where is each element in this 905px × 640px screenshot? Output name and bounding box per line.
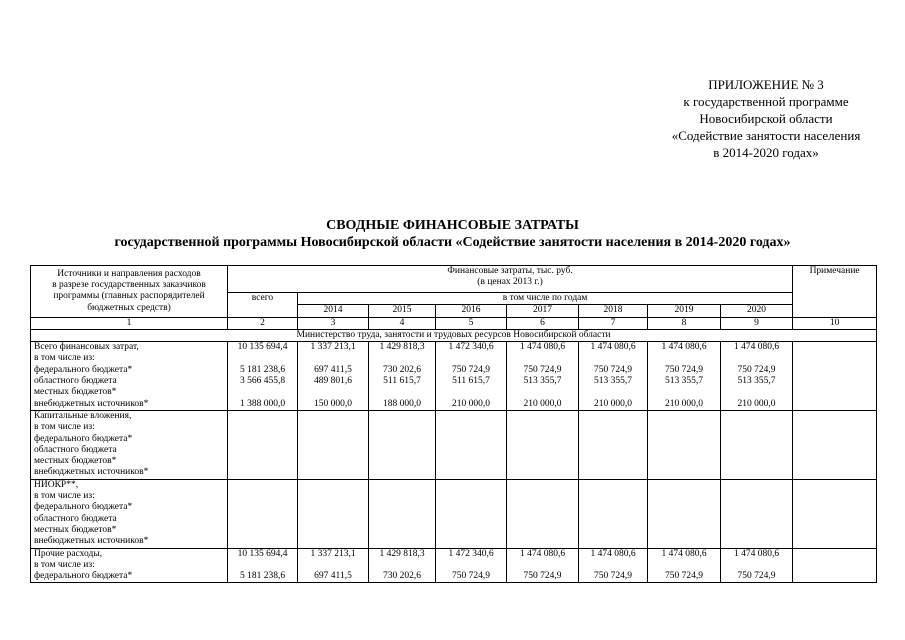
value-cell xyxy=(298,479,369,548)
cell-value: 750 724,9 xyxy=(737,364,776,375)
value-cell xyxy=(507,548,579,583)
cell-value: 1 474 080,6 xyxy=(590,342,636,353)
value-cell xyxy=(369,410,436,479)
row-labels xyxy=(31,342,228,411)
cell-value: 750 724,9 xyxy=(523,364,562,375)
cell-value xyxy=(580,353,646,364)
cell-value: 730 202,6 xyxy=(383,364,421,375)
cell-value: 697 411,5 xyxy=(314,364,352,375)
header-sources xyxy=(31,266,228,318)
row-label: внебюджетных источников* xyxy=(34,467,149,478)
column-number: 7 xyxy=(579,317,648,329)
row-label: внебюджетных источников* xyxy=(34,536,149,547)
cell-value: 1 429 818,3 xyxy=(379,548,425,559)
row-label: в том числе из: xyxy=(34,491,95,502)
value-cell xyxy=(298,410,369,479)
value-cell xyxy=(721,548,793,583)
value-cell xyxy=(579,479,648,548)
row-label: в том числе из: xyxy=(34,422,95,433)
value-cell xyxy=(298,342,369,411)
cell-value: 210 000,0 xyxy=(737,398,776,409)
value-cell xyxy=(721,479,793,548)
column-number: 8 xyxy=(648,317,721,329)
document-title: СВОДНЫЕ ФИНАНСОВЫЕ ЗАТРАТЫ xyxy=(326,218,579,233)
table-body xyxy=(31,266,877,583)
header-year: 2019 xyxy=(648,305,721,317)
cell-value: 750 724,9 xyxy=(594,364,632,375)
table-row xyxy=(31,410,877,479)
row-label: НИОКР**, xyxy=(34,479,79,490)
cell-value xyxy=(508,387,577,398)
row-label: Всего финансовых затрат, xyxy=(34,342,139,353)
row-label: местных бюджетов* xyxy=(34,387,117,398)
value-cell xyxy=(721,342,793,411)
row-label: областного бюджета xyxy=(34,513,117,524)
cell-value xyxy=(649,560,719,571)
note-cell xyxy=(793,479,877,548)
cell-value: 750 724,9 xyxy=(665,571,703,582)
cell-value: 1 474 080,6 xyxy=(519,342,566,353)
value-cell xyxy=(579,548,648,583)
header-year: 2017 xyxy=(507,305,579,317)
header-total: всего xyxy=(228,293,298,318)
value-cell xyxy=(369,342,436,411)
row-label: областного бюджета xyxy=(34,444,117,455)
cell-value xyxy=(229,560,296,571)
cell-value: 697 411,5 xyxy=(314,571,352,582)
table-row xyxy=(31,342,877,411)
cell-value xyxy=(508,353,577,364)
cell-value: 489 801,6 xyxy=(314,376,352,387)
header-year: 2015 xyxy=(369,305,436,317)
header-sources-line: бюджетных средств) xyxy=(87,302,171,313)
header-year: 2016 xyxy=(436,305,507,317)
column-number: 9 xyxy=(721,317,793,329)
value-cell xyxy=(436,342,507,411)
note-cell xyxy=(793,410,877,479)
value-cell xyxy=(507,479,579,548)
value-cell xyxy=(507,410,579,479)
value-cell xyxy=(369,548,436,583)
cell-value xyxy=(508,560,577,571)
cell-value: 750 724,9 xyxy=(665,364,703,375)
cell-value: 1 474 080,6 xyxy=(733,342,780,353)
value-cell xyxy=(721,410,793,479)
row-label: федерального бюджета* xyxy=(34,571,133,582)
cell-value: 5 181 238,6 xyxy=(239,364,286,375)
value-cell xyxy=(648,342,721,411)
row-label: внебюджетных источников* xyxy=(34,398,149,409)
appendix-line: в 2014-2020 годах» xyxy=(713,145,819,160)
value-cell xyxy=(228,410,298,479)
cell-value: 1 474 080,6 xyxy=(661,548,707,559)
cell-value: 1 474 080,6 xyxy=(590,548,636,559)
cell-value xyxy=(229,387,296,398)
cell-value: 1 474 080,6 xyxy=(519,548,566,559)
cell-value: 1 474 080,6 xyxy=(661,342,707,353)
cell-value: 511 615,7 xyxy=(452,376,490,387)
cell-value: 210 000,0 xyxy=(594,398,632,409)
appendix-line: «Содействие занятости населения xyxy=(671,128,861,143)
row-label: в том числе из: xyxy=(34,353,95,364)
cell-value xyxy=(580,387,646,398)
header-sources-line: Источники и направления расходов xyxy=(57,268,201,279)
appendix-line: ПРИЛОЖЕНИЕ № 3 xyxy=(708,77,824,92)
cell-value: 1 337 213,1 xyxy=(310,548,356,559)
cell-value: 10 135 694,4 xyxy=(237,342,288,353)
cell-value: 513 355,7 xyxy=(523,376,562,387)
cell-value: 750 724,9 xyxy=(452,571,490,582)
column-number: 2 xyxy=(228,317,298,329)
cell-value xyxy=(437,560,505,571)
cell-value: 1 429 818,3 xyxy=(379,342,425,353)
row-label: областного бюджета xyxy=(34,376,117,387)
cell-value xyxy=(580,560,646,571)
cell-value: 750 724,9 xyxy=(594,571,632,582)
header-sources-line: программы (главных распорядителей xyxy=(53,291,205,302)
row-labels xyxy=(31,410,228,479)
cell-value xyxy=(649,353,719,364)
header-by-years: в том числе по годам xyxy=(298,293,793,305)
cell-value: 10 135 694,4 xyxy=(237,548,288,559)
value-cell xyxy=(298,548,369,583)
value-cell xyxy=(648,410,721,479)
ministry-row: Министерство труда, занятости и трудовых ресурсов Новосибирской области xyxy=(31,329,877,341)
cell-value xyxy=(370,387,434,398)
cell-value xyxy=(299,387,367,398)
row-label: Капитальные вложения, xyxy=(34,410,132,421)
cell-value: 1 337 213,1 xyxy=(310,342,356,353)
cell-value xyxy=(299,560,367,571)
column-number: 3 xyxy=(298,317,369,329)
document-subtitle: государственной программы Новосибирской области «Содействие занятости населения в 2014-2020 годах» xyxy=(114,235,791,250)
header-financial-costs xyxy=(228,266,793,293)
appendix-line: Новосибирской области xyxy=(699,111,833,126)
row-label: местных бюджетов* xyxy=(34,456,117,467)
cell-value: 150 000,0 xyxy=(314,398,352,409)
column-number: 10 xyxy=(793,317,877,329)
cell-value xyxy=(722,353,791,364)
header-note: Примечание xyxy=(793,266,877,318)
cell-value xyxy=(370,560,434,571)
financial-costs-table xyxy=(30,265,877,583)
value-cell xyxy=(579,410,648,479)
header-sources-line: в разрезе государственных заказчиков xyxy=(52,280,206,290)
value-cell xyxy=(369,479,436,548)
cell-value: 210 000,0 xyxy=(523,398,562,409)
header-prices-label: (в ценах 2013 г.) xyxy=(477,277,543,288)
value-cell xyxy=(436,410,507,479)
cell-value xyxy=(229,353,296,364)
cell-value xyxy=(722,560,791,571)
note-cell xyxy=(793,342,877,411)
row-label: федерального бюджета* xyxy=(34,502,133,513)
column-number: 1 xyxy=(31,317,228,329)
cell-value xyxy=(722,387,791,398)
appendix-block xyxy=(560,76,905,161)
cell-value: 188 000,0 xyxy=(383,398,421,409)
cell-value: 3 566 455,8 xyxy=(239,376,286,387)
column-number: 4 xyxy=(369,317,436,329)
header-year: 2014 xyxy=(298,305,369,317)
header-year: 2020 xyxy=(721,305,793,317)
cell-value: 210 000,0 xyxy=(665,398,703,409)
cell-value: 730 202,6 xyxy=(383,571,421,582)
value-cell xyxy=(436,479,507,548)
cell-value: 750 724,9 xyxy=(523,571,562,582)
value-cell xyxy=(228,548,298,583)
value-cell xyxy=(507,342,579,411)
value-cell xyxy=(228,342,298,411)
cell-value: 511 615,7 xyxy=(383,376,421,387)
column-number: 6 xyxy=(507,317,579,329)
row-labels xyxy=(31,548,228,583)
cell-value: 750 724,9 xyxy=(452,364,490,375)
row-label: в том числе из: xyxy=(34,559,95,570)
value-cell xyxy=(228,479,298,548)
cell-value xyxy=(649,387,719,398)
row-label: федерального бюджета* xyxy=(34,364,133,375)
cell-value xyxy=(370,353,434,364)
value-cell xyxy=(579,342,648,411)
value-cell xyxy=(648,479,721,548)
row-label: Прочие расходы, xyxy=(34,548,103,559)
appendix-line: к государственной программе xyxy=(683,94,849,109)
value-cell xyxy=(648,548,721,583)
row-label: федерального бюджета* xyxy=(34,433,133,444)
cell-value: 210 000,0 xyxy=(452,398,490,409)
row-label: местных бюджетов* xyxy=(34,524,117,535)
table-row xyxy=(31,548,877,583)
cell-value xyxy=(437,387,505,398)
table-row xyxy=(31,479,877,548)
cell-value: 1 388 000,0 xyxy=(239,398,286,409)
cell-value: 1 472 340,6 xyxy=(448,342,494,353)
column-number: 5 xyxy=(436,317,507,329)
cell-value: 513 355,7 xyxy=(594,376,632,387)
note-cell xyxy=(793,548,877,583)
header-financial-costs-label: Финансовые затраты, тыс. руб. xyxy=(447,266,573,276)
cell-value: 513 355,7 xyxy=(665,376,703,387)
cell-value xyxy=(299,353,367,364)
cell-value xyxy=(437,353,505,364)
cell-value: 750 724,9 xyxy=(737,571,776,582)
header-year: 2018 xyxy=(579,305,648,317)
cell-value: 5 181 238,6 xyxy=(239,571,286,582)
row-labels xyxy=(31,479,228,548)
cell-value: 513 355,7 xyxy=(737,376,776,387)
cell-value: 1 474 080,6 xyxy=(733,548,780,559)
value-cell xyxy=(436,548,507,583)
cell-value: 1 472 340,6 xyxy=(448,548,494,559)
